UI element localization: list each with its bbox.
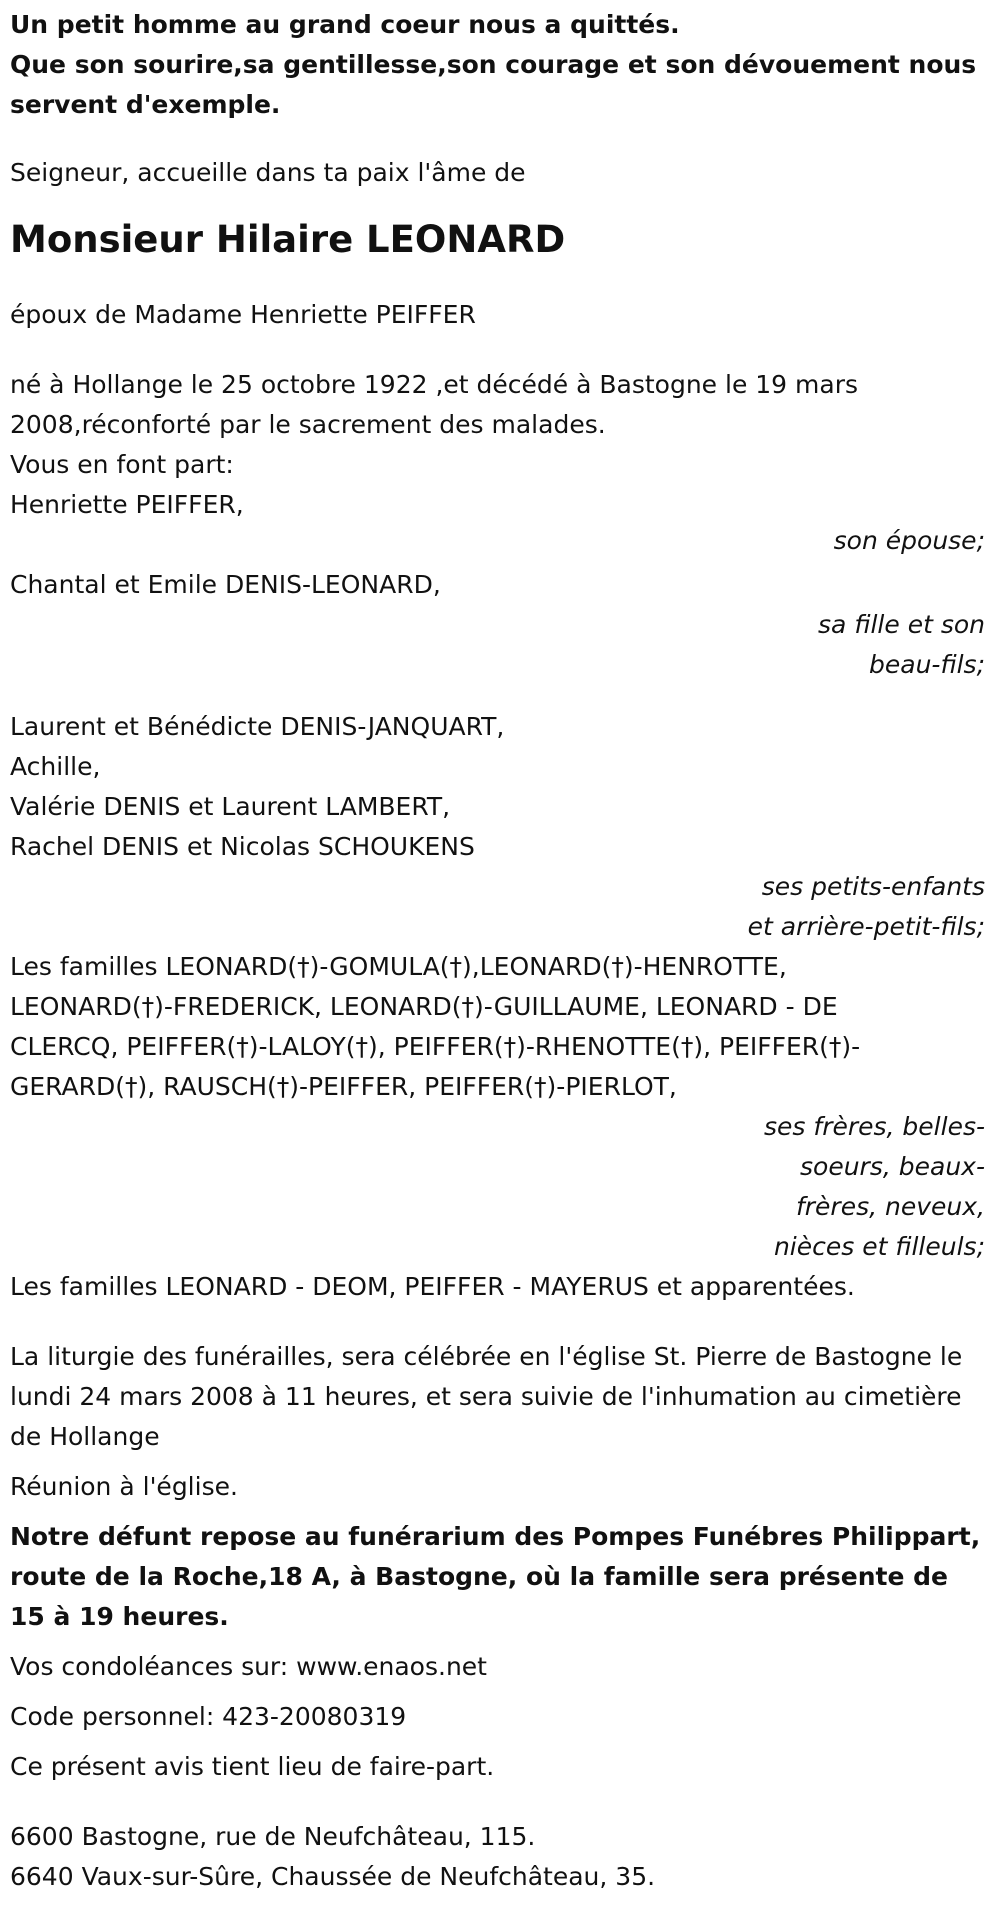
siblings-role-line: frères, neveux, xyxy=(795,1192,985,1221)
siblings-role-line: ses frères, belles- xyxy=(764,1112,985,1141)
grandchild-item: Laurent et Bénédicte DENIS-JANQUART, xyxy=(10,712,505,741)
grandchild-item: Achille, xyxy=(10,752,101,781)
deceased-name: Monsieur Hilaire LEONARD xyxy=(10,218,566,261)
address-line: 6640 Vaux-sur-Sûre, Chaussée de Neufchâteau, 35. xyxy=(10,1862,656,1891)
spouse-line: époux de Madame Henriette PEIFFER xyxy=(10,300,476,329)
grandchildren-role-line-1: ses petits-enfants xyxy=(761,872,985,901)
grandchildren-role-line-2: et arrière-petit-fils; xyxy=(747,912,985,941)
funerarium-text: Notre défunt repose au funérarium des Pompes Funébres Philippart, route de la Roche,18 A, à Bastogne, où la famille sera présente de 15 à 19 heures. xyxy=(10,1522,981,1631)
condolences-text: Vos condoléances sur: www.enaos.net xyxy=(10,1652,487,1681)
children-role-line-1: sa fille et son xyxy=(818,610,985,639)
intro-line-2: Que son sourire,sa gentillesse,son courage et son dévouement nous servent d'exemple. xyxy=(10,50,977,119)
siblings-role xyxy=(725,1107,985,1267)
siblings-line: Les familles LEONARD(†)-GOMULA(†),LEONARD(†)-HENROTTE, xyxy=(10,952,787,981)
siblings-line: CLERCQ, PEIFFER(†)-LALOY(†), PEIFFER(†)-RHENOTTE(†), PEIFFER(†)- xyxy=(10,1032,861,1061)
grandchild-item: Rachel DENIS et Nicolas SCHOUKENS xyxy=(10,832,475,861)
address-line: 6600 Bastogne, rue de Neufchâteau, 115. xyxy=(10,1822,536,1851)
addresses-block xyxy=(10,1817,990,1897)
liturgy-text: La liturgie des funérailles, sera célébrée en l'église St. Pierre de Bastogne le lundi 24 mars 2008 à 11 heures, et sera suivie de l'inhumation au cimetière de Hollange xyxy=(10,1342,963,1451)
children-role xyxy=(755,605,985,685)
grandchildren-role xyxy=(725,867,985,947)
grandchild-item: Valérie DENIS et Laurent LAMBERT, xyxy=(10,792,451,821)
siblings-list xyxy=(10,947,990,1107)
children-role-line-2: beau-fils; xyxy=(869,650,985,679)
meeting-text: Réunion à l'église. xyxy=(10,1472,238,1501)
prayer-text: Seigneur, accueille dans ta paix l'âme de xyxy=(10,158,526,187)
spouse-role: son épouse; xyxy=(833,526,985,555)
children-names: Chantal et Emile DENIS-LEONARD, xyxy=(10,570,441,599)
spouse-name: Henriette PEIFFER, xyxy=(10,490,244,519)
personal-code-text: Code personnel: 423-20080319 xyxy=(10,1702,407,1731)
related-families: Les familles LEONARD - DEOM, PEIFFER - MAYERUS et apparentées. xyxy=(10,1272,855,1301)
siblings-line: LEONARD(†)-FREDERICK, LEONARD(†)-GUILLAUME, LEONARD - DE xyxy=(10,992,838,1021)
announce-label: Vous en font part: xyxy=(10,450,234,479)
grandchildren-list xyxy=(10,707,990,867)
siblings-role-line: soeurs, beaux- xyxy=(800,1152,985,1181)
intro-line-1: Un petit homme au grand coeur nous a quittés. xyxy=(10,10,680,39)
notice-text: Ce présent avis tient lieu de faire-part. xyxy=(10,1752,495,1781)
siblings-role-line: nièces et filleuls; xyxy=(773,1232,985,1261)
birth-death-text: né à Hollange le 25 octobre 1922 ,et décédé à Bastogne le 19 mars 2008,réconforté par le sacrement des malades. xyxy=(10,370,859,439)
siblings-line: GERARD(†), RAUSCH(†)-PEIFFER, PEIFFER(†)-PIERLOT, xyxy=(10,1072,677,1101)
